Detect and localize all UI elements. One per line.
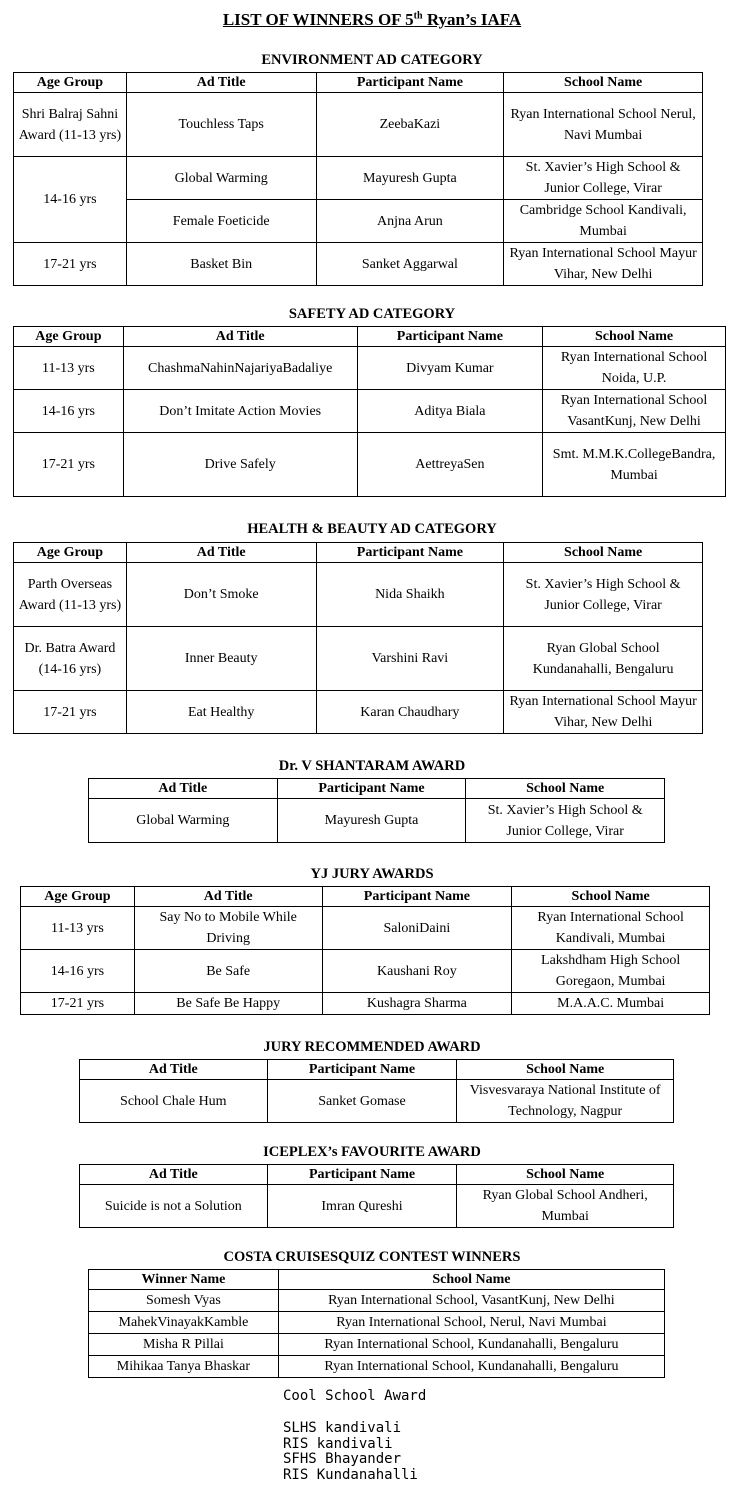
cell-age-group: 11-13 yrs xyxy=(14,347,124,390)
cell-participant-name: SaloniDaini xyxy=(322,907,512,950)
cell-school-name: Ryan International School, Nerul, Navi Mumbai xyxy=(278,1312,664,1334)
safety-table xyxy=(13,326,726,497)
table-row xyxy=(89,1312,665,1334)
table-row xyxy=(14,627,703,691)
cell-school-name: Ryan International School Kandivali, Mumbai xyxy=(512,907,710,950)
header-age-group: Age Group xyxy=(14,73,127,93)
cell-age-group: 17-21 yrs xyxy=(14,433,124,497)
header-school-name: School Name xyxy=(504,543,703,563)
cell-school-name: St. Xavier’s High School & Junior College, Virar xyxy=(466,799,665,843)
cell-age-group: 14-16 yrs xyxy=(14,390,124,433)
header-participant-name: Participant Name xyxy=(267,1060,457,1080)
header-school-name: School Name xyxy=(512,887,710,907)
cell-school-name: Ryan International School, Kundanahalli, Bengaluru xyxy=(278,1356,664,1378)
cell-school-name: Ryan Global School Kundanahalli, Bengaluru xyxy=(504,627,703,691)
header-school-name: School Name xyxy=(278,1270,664,1290)
cell-participant-name: Varshini Ravi xyxy=(316,627,504,691)
table-header-row xyxy=(80,1165,674,1185)
cell-participant-name: Imran Qureshi xyxy=(267,1185,457,1228)
cell-school-name: Cambridge School Kandivali, Mumbai xyxy=(504,200,703,243)
section-heading-yj-jury: YJ JURY AWARDS xyxy=(310,866,434,882)
cell-ad-title: Global Warming xyxy=(126,157,316,200)
cell-ad-title: Say No to Mobile While Driving xyxy=(134,907,322,950)
cell-age-group: 17-21 yrs xyxy=(14,691,127,734)
header-participant-name: Participant Name xyxy=(357,327,543,347)
cell-winner-name: Somesh Vyas xyxy=(89,1290,279,1312)
table-row xyxy=(14,563,703,627)
cell-school-name: Ryan International School, VasantKunj, New Delhi xyxy=(278,1290,664,1312)
table-header-row xyxy=(89,1270,665,1290)
header-winner-name: Winner Name xyxy=(89,1270,279,1290)
table-row xyxy=(80,1185,674,1228)
table-row xyxy=(89,1356,665,1378)
header-participant-name: Participant Name xyxy=(267,1165,457,1185)
cell-participant-name: Kaushani Roy xyxy=(322,950,512,993)
cell-school-name: Ryan International School Noida, U.P. xyxy=(543,347,726,390)
cell-age-group: 14-16 yrs xyxy=(21,950,135,993)
cell-school-name: St. Xavier’s High School & Junior College, Virar xyxy=(504,157,703,200)
cell-school-name: Smt. M.M.K.CollegeBandra, Mumbai xyxy=(543,433,726,497)
header-school-name: School Name xyxy=(543,327,726,347)
table-row xyxy=(89,1334,665,1356)
header-school-name: School Name xyxy=(457,1060,674,1080)
header-participant-name: Participant Name xyxy=(322,887,512,907)
page-title: LIST OF WINNERS OF 5th Ryan’s IAFA xyxy=(222,10,522,29)
cell-school-name: Ryan Global School Andheri, Mumbai xyxy=(457,1185,674,1228)
header-school-name: School Name xyxy=(504,73,703,93)
section-heading-iceplex: ICEPLEX’s FAVOURITE AWARD xyxy=(263,1144,481,1160)
cell-age-group: 17-21 yrs xyxy=(14,243,127,286)
table-header-row xyxy=(14,327,726,347)
table-row xyxy=(14,157,703,200)
cell-age-group: 11-13 yrs xyxy=(21,907,135,950)
cell-participant-name: ZeebaKazi xyxy=(316,93,504,157)
table-header-row xyxy=(80,1060,674,1080)
section-heading-health-beauty: HEALTH & BEAUTY AD CATEGORY xyxy=(247,521,497,537)
cell-school-name: St. Xavier’s High School & Junior College, Virar xyxy=(504,563,703,627)
list-item: SFHS Bhayander xyxy=(283,1451,402,1467)
cell-ad-title: Eat Healthy xyxy=(126,691,316,734)
list-item: RIS kandivali xyxy=(283,1435,393,1452)
header-participant-name: Participant Name xyxy=(316,543,504,563)
cell-participant-name: Nida Shaikh xyxy=(316,563,504,627)
table-header-row xyxy=(14,73,703,93)
cell-school-name: M.A.A.C. Mumbai xyxy=(512,993,710,1015)
cell-ad-title: School Chale Hum xyxy=(80,1080,268,1123)
header-age-group: Age Group xyxy=(14,543,127,563)
section-heading-safety: SAFETY AD CATEGORY xyxy=(288,306,456,322)
cell-winner-name: MahekVinayakKamble xyxy=(89,1312,279,1334)
table-row xyxy=(14,243,703,286)
table-row xyxy=(89,1290,665,1312)
cell-winner-name: Mihikaa Tanya Bhaskar xyxy=(89,1356,279,1378)
cell-ad-title: Don’t Imitate Action Movies xyxy=(123,390,357,433)
cell-ad-title: Don’t Smoke xyxy=(126,563,316,627)
cell-participant-name: Mayuresh Gupta xyxy=(277,799,466,843)
cell-ad-title: Touchless Taps xyxy=(126,93,316,157)
list-item: RIS Kundanahalli xyxy=(283,1466,418,1483)
table-row xyxy=(14,347,726,390)
table-row xyxy=(80,1080,674,1123)
header-ad-title: Ad Title xyxy=(89,779,278,799)
header-ad-title: Ad Title xyxy=(126,543,316,563)
cell-ad-title: Global Warming xyxy=(89,799,278,843)
cell-participant-name: Aditya Biala xyxy=(357,390,543,433)
header-school-name: School Name xyxy=(466,779,665,799)
header-ad-title: Ad Title xyxy=(123,327,357,347)
cell-school-name: Ryan International School, Kundanahalli, Bengaluru xyxy=(278,1334,664,1356)
environment-table xyxy=(13,72,703,286)
cell-school-name: Ryan International School VasantKunj, New Delhi xyxy=(543,390,726,433)
cell-participant-name: Sanket Gomase xyxy=(267,1080,457,1123)
header-ad-title: Ad Title xyxy=(134,887,322,907)
table-row xyxy=(21,993,710,1015)
cell-age-group: Dr. Batra Award (14-16 yrs) xyxy=(14,627,127,691)
table-row xyxy=(14,93,703,157)
section-heading-environment: ENVIRONMENT AD CATEGORY xyxy=(261,52,483,68)
cell-age-group: 17-21 yrs xyxy=(21,993,135,1015)
cell-school-name: Ryan International School Nerul, Navi Mumbai xyxy=(504,93,703,157)
jury-recommended-table xyxy=(79,1059,674,1123)
header-school-name: School Name xyxy=(457,1165,674,1185)
table-row xyxy=(21,907,710,950)
cell-participant-name: Mayuresh Gupta xyxy=(316,157,504,200)
header-ad-title: Ad Title xyxy=(126,73,316,93)
cell-age-group: 14-16 yrs xyxy=(14,157,127,243)
header-ad-title: Ad Title xyxy=(80,1060,268,1080)
cell-ad-title: Drive Safely xyxy=(123,433,357,497)
yj-jury-table xyxy=(20,886,710,1015)
cell-participant-name: Karan Chaudhary xyxy=(316,691,504,734)
cool-school-list xyxy=(283,1421,418,1483)
cool-school-heading: Cool School Award xyxy=(283,1388,427,1404)
header-participant-name: Participant Name xyxy=(277,779,466,799)
cell-ad-title: Be Safe xyxy=(134,950,322,993)
cell-participant-name: Divyam Kumar xyxy=(357,347,543,390)
list-item: SLHS kandivali xyxy=(283,1420,402,1436)
header-participant-name: Participant Name xyxy=(316,73,504,93)
cell-ad-title: Inner Beauty xyxy=(126,627,316,691)
cell-ad-title: Female Foeticide xyxy=(126,200,316,243)
cell-ad-title: ChashmaNahinNajariyaBadaliye xyxy=(123,347,357,390)
cell-age-group: Shri Balraj Sahni Award (11-13 yrs) xyxy=(14,93,127,157)
cell-school-name: Ryan International School Mayur Vihar, New Delhi xyxy=(504,691,703,734)
table-header-row xyxy=(21,887,710,907)
header-age-group: Age Group xyxy=(14,327,124,347)
cell-participant-name: AettreyaSen xyxy=(357,433,543,497)
cell-school-name: Ryan International School Mayur Vihar, New Delhi xyxy=(504,243,703,286)
section-heading-costa-quiz: COSTA CRUISESQUIZ CONTEST WINNERS xyxy=(223,1249,521,1265)
table-row xyxy=(14,691,703,734)
section-heading-shantaram: Dr. V SHANTARAM AWARD xyxy=(278,758,466,774)
iceplex-table xyxy=(79,1164,674,1228)
header-age-group: Age Group xyxy=(21,887,135,907)
table-row xyxy=(14,390,726,433)
header-ad-title: Ad Title xyxy=(80,1165,268,1185)
cell-age-group: Parth Overseas Award (11-13 yrs) xyxy=(14,563,127,627)
section-heading-jury-recommended: JURY RECOMMENDED AWARD xyxy=(263,1039,481,1055)
cell-participant-name: Kushagra Sharma xyxy=(322,993,512,1015)
cell-winner-name: Misha R Pillai xyxy=(89,1334,279,1356)
costa-quiz-table xyxy=(88,1269,665,1378)
table-header-row xyxy=(89,779,665,799)
cell-school-name: Visvesvaraya National Institute of Technology, Nagpur xyxy=(457,1080,674,1123)
cell-ad-title: Suicide is not a Solution xyxy=(80,1185,268,1228)
cell-ad-title: Basket Bin xyxy=(126,243,316,286)
health-beauty-table xyxy=(13,542,703,734)
cell-participant-name: Anjna Arun xyxy=(316,200,504,243)
cell-ad-title: Be Safe Be Happy xyxy=(134,993,322,1015)
table-row xyxy=(89,799,665,843)
cell-participant-name: Sanket Aggarwal xyxy=(316,243,504,286)
shantaram-table xyxy=(88,778,665,843)
table-row xyxy=(14,433,726,497)
cell-school-name: Lakshdham High School Goregaon, Mumbai xyxy=(512,950,710,993)
table-row xyxy=(21,950,710,993)
table-header-row xyxy=(14,543,703,563)
